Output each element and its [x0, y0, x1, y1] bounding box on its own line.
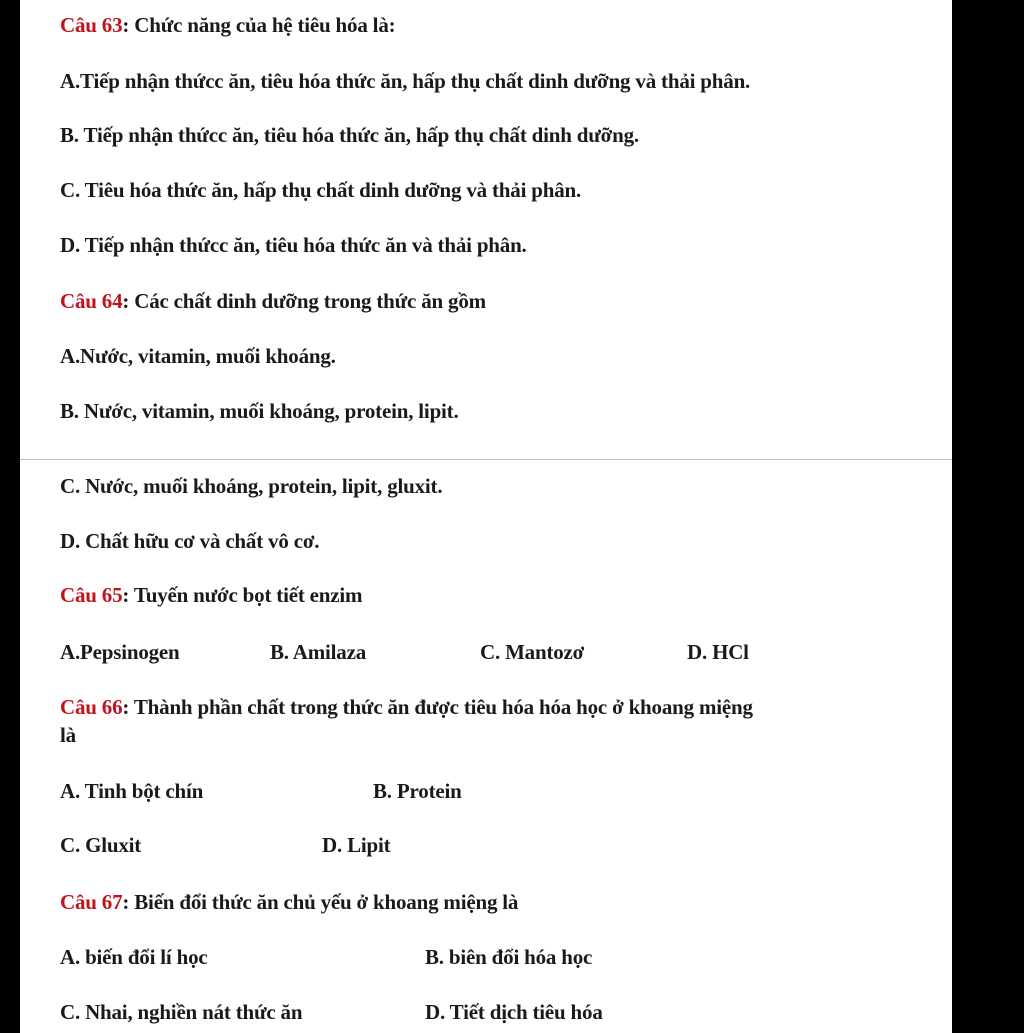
question-65-options-row: [0, 639, 1024, 665]
question-63-option-a: A.Tiếp nhận thứcc ăn, tiêu hóa thức ăn, hấp thụ chất dinh dưỡng và thải phân.: [60, 69, 751, 93]
question-number: Câu 64: [60, 289, 123, 313]
question-66-option-d: D. Lipit: [322, 833, 391, 857]
question-67-option-b: B. biên đổi hóa học: [425, 945, 593, 969]
question-66-option-c: C. Gluxit: [60, 833, 142, 857]
question-67-title: [60, 889, 518, 915]
question-number: Câu 66: [60, 695, 123, 719]
question-65-option-a: A.Pepsinogen: [60, 640, 180, 664]
question-64-option-a: A.Nước, vitamin, muối khoáng.: [60, 344, 336, 368]
question-65-option-c: C. Mantozơ: [480, 640, 585, 664]
question-66-options-row-2: [0, 832, 1024, 858]
question-number: Câu 63: [60, 13, 123, 37]
page-divider: [20, 459, 952, 460]
question-text: : Các chất dinh dưỡng trong thức ăn gồm: [122, 289, 486, 313]
question-66-title: [60, 694, 753, 720]
question-number: Câu 65: [60, 583, 123, 607]
question-64-option-b: B. Nước, vitamin, muối khoáng, protein, lipit.: [60, 399, 459, 423]
question-65-option-b: B. Amilaza: [270, 640, 366, 664]
question-text: : Thành phần chất trong thức ăn được tiêu hóa hóa học ở khoang miệng: [122, 695, 753, 719]
question-64-title: [60, 288, 486, 314]
question-66-title-continued: là: [60, 723, 76, 747]
document-page: [20, 0, 952, 1033]
question-text: : Chức năng của hệ tiêu hóa là:: [122, 13, 396, 37]
question-63-option-b: B. Tiếp nhận thứcc ăn, tiêu hóa thức ăn, hấp thụ chất dinh dưỡng.: [60, 123, 639, 147]
question-67-option-d: D. Tiết dịch tiêu hóa: [425, 1000, 603, 1024]
question-63-option-c: C. Tiêu hóa thức ăn, hấp thụ chất dinh dưỡng và thải phân.: [60, 178, 582, 202]
question-number: Câu 67: [60, 890, 123, 914]
question-67-options-row-2: [0, 999, 1024, 1025]
question-66-option-b: B. Protein: [373, 779, 462, 803]
question-65-title: [60, 582, 362, 608]
question-64-option-c: C. Nước, muối khoáng, protein, lipit, gluxit.: [60, 474, 443, 498]
question-63-option-d: D. Tiếp nhận thứcc ăn, tiêu hóa thức ăn và thải phân.: [60, 233, 527, 257]
question-text: : Biến đổi thức ăn chủ yếu ở khoang miệng là: [122, 890, 519, 914]
question-67-option-a: A. biến đổi lí học: [60, 945, 208, 969]
question-65-option-d: D. HCl: [687, 640, 749, 664]
question-63-title: [60, 12, 395, 38]
question-66-options-row-1: [0, 778, 1024, 804]
question-66-option-a: A. Tinh bột chín: [60, 779, 204, 803]
question-67-options-row-1: [0, 944, 1024, 970]
question-text: : Tuyến nước bọt tiết enzim: [122, 583, 363, 607]
question-64-option-d: D. Chất hữu cơ và chất vô cơ.: [60, 529, 320, 553]
question-67-option-c: C. Nhai, nghiền nát thức ăn: [60, 1000, 303, 1024]
